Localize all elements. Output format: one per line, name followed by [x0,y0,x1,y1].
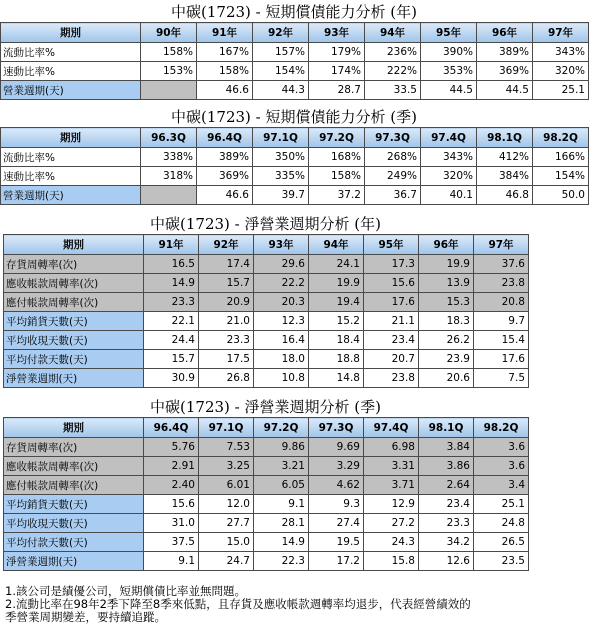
table-cell: 46.6 [197,81,253,100]
table-title: 中碳(1723) - 短期償債能力分析 (年) [171,3,417,21]
table-cell: 25.1 [474,495,529,514]
table-row [4,350,529,369]
row-label: 淨營業週期(天) [4,369,144,388]
section-short-term-annual [0,2,588,100]
table-cell: 222% [365,62,421,81]
table-cell: 23.3 [144,293,199,312]
table-cell: 33.5 [365,81,421,100]
table-cell: 23.4 [364,331,419,350]
table-cell: 158% [197,62,253,81]
table-cell: 3.21 [254,457,309,476]
table-cell: 158% [141,43,197,62]
table-cell: 16.4 [254,331,309,350]
table-cell: 9.69 [309,438,364,457]
header-cell: 96年 [477,23,533,43]
table-cell: 3.6 [474,438,529,457]
table-cell: 29.6 [254,255,309,274]
header-cell: 93年 [254,235,309,255]
table-cell: 23.5 [474,552,529,571]
header-cell: 97.3Q [309,418,364,438]
table-cell: 12.0 [199,495,254,514]
table-row [4,457,529,476]
table-cell: 24.4 [144,331,199,350]
table-cell: 12.6 [419,552,474,571]
table-cell: 2.91 [144,457,199,476]
table-cell: 318% [141,167,197,186]
row-label: 平均付款天數(天) [4,533,144,552]
table-title: 中碳(1723) - 短期償債能力分析 (季) [171,108,417,126]
table-cell: 25.1 [533,81,589,100]
table-header [1,23,589,43]
table-row [1,43,589,62]
table-cell: 4.62 [309,476,364,495]
table-cell: 390% [421,43,477,62]
header-cell: 95年 [364,235,419,255]
table-cell: 13.9 [419,274,474,293]
table-cell: 9.86 [254,438,309,457]
row-label: 營業週期(天) [1,81,141,100]
header-cell: 97.2Q [254,418,309,438]
table-cell: 23.3 [199,331,254,350]
table-row [4,274,529,293]
table-cell: 19.4 [309,293,364,312]
table-cell: 30.9 [144,369,199,388]
table-cell: 3.6 [474,457,529,476]
table-cell: 23.3 [419,514,474,533]
header-cell: 98.2Q [474,418,529,438]
table-cell: 18.4 [309,331,364,350]
table-cell: 27.7 [199,514,254,533]
table-cell: 343% [421,148,477,167]
table-cell: 338% [141,148,197,167]
short-term-solvency-annual-table [0,22,589,100]
table-row [4,331,529,350]
table-cell: 7.53 [199,438,254,457]
table-cell: 37.6 [474,255,529,274]
table-cell: 343% [533,43,589,62]
header-cell: 96.4Q [144,418,199,438]
table-cell: 166% [533,148,589,167]
header-cell: 期別 [4,418,144,438]
table-cell: 384% [477,167,533,186]
table-cell: 17.6 [474,350,529,369]
table-row [1,148,589,167]
header-cell: 98.1Q [477,128,533,148]
table-cell: 24.1 [309,255,364,274]
table-cell: 236% [365,43,421,62]
table-cell: 36.7 [365,186,421,205]
table-cell: 39.7 [253,186,309,205]
table-cell: 412% [477,148,533,167]
table-row [1,62,589,81]
table-cell: 158% [309,167,365,186]
row-label: 流動比率% [1,43,141,62]
table-cell: 27.4 [309,514,364,533]
table-cell: 154% [253,62,309,81]
analysis-notes [5,585,605,624]
table-cell: 26.2 [419,331,474,350]
table-row [1,167,589,186]
short-term-solvency-quarterly-table [0,127,589,205]
table-cell: 167% [197,43,253,62]
table-cell: 20.3 [254,293,309,312]
table-cell: 3.31 [364,457,419,476]
header-cell: 98.1Q [419,418,474,438]
table-cell: 46.6 [197,186,253,205]
table-cell: 6.01 [199,476,254,495]
table-cell: 44.5 [421,81,477,100]
row-label: 平均銷貨天數(天) [4,312,144,331]
table-cell: 3.4 [474,476,529,495]
table-row [4,369,529,388]
header-cell: 91年 [197,23,253,43]
header-cell: 期別 [4,235,144,255]
table-cell: 19.9 [419,255,474,274]
table-cell: 268% [365,148,421,167]
header-cell: 期別 [1,128,141,148]
table-cell: 18.8 [309,350,364,369]
table-cell: 17.4 [199,255,254,274]
table-cell: 389% [477,43,533,62]
table-cell: 26.8 [199,369,254,388]
table-cell: 3.71 [364,476,419,495]
table-cell: 15.7 [144,350,199,369]
row-label: 平均付款天數(天) [4,350,144,369]
table-title: 中碳(1723) - 淨營業週期分析 (年) [150,215,381,233]
table-cell: 34.2 [419,533,474,552]
table-cell: 17.5 [199,350,254,369]
header-cell: 93年 [309,23,365,43]
row-label: 營業週期(天) [1,186,141,205]
header-cell: 91年 [144,235,199,255]
table-row [1,186,589,205]
net-operating-cycle-quarterly-table [3,417,529,571]
table-cell: 7.5 [474,369,529,388]
row-label: 速動比率% [1,62,141,81]
section-net-cycle-annual [3,214,528,388]
table-cell: 369% [477,62,533,81]
table-cell: 20.7 [364,350,419,369]
table-cell: 23.8 [474,274,529,293]
row-label: 應付帳款周轉率(次) [4,476,144,495]
header-cell: 97年 [533,23,589,43]
table-cell: 21.1 [364,312,419,331]
table-row [4,533,529,552]
table-cell: 15.2 [309,312,364,331]
table-cell: 15.8 [364,552,419,571]
table-cell: 10.8 [254,369,309,388]
table-cell: 350% [253,148,309,167]
table-cell: 22.1 [144,312,199,331]
table-cell: 37.2 [309,186,365,205]
table-cell: 23.4 [419,495,474,514]
table-cell: 40.1 [421,186,477,205]
table-cell [141,81,197,100]
table-cell: 9.1 [254,495,309,514]
table-cell: 15.4 [474,331,529,350]
net-operating-cycle-annual-table [3,234,529,388]
table-cell: 369% [197,167,253,186]
row-label: 應收帳款周轉率(次) [4,274,144,293]
table-cell: 20.8 [474,293,529,312]
table-cell: 154% [533,167,589,186]
header-cell: 98.2Q [533,128,589,148]
table-cell: 23.8 [364,369,419,388]
header-cell: 97.1Q [253,128,309,148]
table-row [4,514,529,533]
header-cell: 97.1Q [199,418,254,438]
row-label: 平均收現天數(天) [4,331,144,350]
table-cell: 3.84 [419,438,474,457]
table-cell: 18.3 [419,312,474,331]
table-cell: 153% [141,62,197,81]
table-cell: 157% [253,43,309,62]
section-net-cycle-quarterly [3,397,528,571]
row-label: 速動比率% [1,167,141,186]
table-cell: 22.3 [254,552,309,571]
note-line: 2.流動比率在98年2季下降至8季來低點，且存貨及應收帳款週轉率均退步，代表經營績效的 [5,597,471,611]
table-cell: 12.9 [364,495,419,514]
table-cell: 28.1 [254,514,309,533]
table-row [1,81,589,100]
header-cell: 94年 [309,235,364,255]
table-cell: 44.3 [253,81,309,100]
table-header [1,128,589,148]
table-cell: 23.9 [419,350,474,369]
table-row [4,312,529,331]
table-cell: 19.9 [309,274,364,293]
table-cell: 28.7 [309,81,365,100]
table-cell: 6.05 [254,476,309,495]
table-cell: 14.9 [254,533,309,552]
header-cell: 92年 [253,23,309,43]
table-cell: 168% [309,148,365,167]
table-cell [141,186,197,205]
header-cell: 97.3Q [365,128,421,148]
table-cell: 20.6 [419,369,474,388]
table-cell: 174% [309,62,365,81]
table-cell: 320% [533,62,589,81]
table-cell: 335% [253,167,309,186]
table-cell: 22.2 [254,274,309,293]
table-cell: 14.8 [309,369,364,388]
header-cell: 90年 [141,23,197,43]
row-label: 應付帳款周轉率(次) [4,293,144,312]
table-cell: 31.0 [144,514,199,533]
table-title: 中碳(1723) - 淨營業週期分析 (季) [150,398,381,416]
table-row [4,438,529,457]
table-cell: 15.0 [199,533,254,552]
table-cell: 5.76 [144,438,199,457]
row-label: 平均收現天數(天) [4,514,144,533]
table-cell: 24.7 [199,552,254,571]
header-cell: 96年 [419,235,474,255]
row-label: 平均銷貨天數(天) [4,495,144,514]
table-cell: 12.3 [254,312,309,331]
table-cell: 3.25 [199,457,254,476]
header-cell: 94年 [365,23,421,43]
table-cell: 16.5 [144,255,199,274]
table-header [4,235,529,255]
row-label: 流動比率% [1,148,141,167]
table-cell: 389% [197,148,253,167]
row-label: 存貨周轉率(次) [4,255,144,274]
table-cell: 2.40 [144,476,199,495]
table-cell: 21.0 [199,312,254,331]
table-cell: 3.29 [309,457,364,476]
row-label: 應收帳款周轉率(次) [4,457,144,476]
table-cell: 15.7 [199,274,254,293]
table-row [4,293,529,312]
table-cell: 15.6 [364,274,419,293]
table-cell: 14.9 [144,274,199,293]
table-cell: 17.3 [364,255,419,274]
table-row [4,495,529,514]
table-cell: 50.0 [533,186,589,205]
header-cell: 97.4Q [364,418,419,438]
header-cell: 96.3Q [141,128,197,148]
table-cell: 20.9 [199,293,254,312]
table-cell: 6.98 [364,438,419,457]
table-cell: 9.1 [144,552,199,571]
table-cell: 15.3 [419,293,474,312]
table-cell: 24.8 [474,514,529,533]
table-row [4,552,529,571]
table-cell: 2.64 [419,476,474,495]
table-cell: 9.3 [309,495,364,514]
row-label: 淨營業週期(天) [4,552,144,571]
header-cell: 95年 [421,23,477,43]
table-cell: 179% [309,43,365,62]
table-cell: 15.6 [144,495,199,514]
header-cell: 期別 [1,23,141,43]
table-cell: 320% [421,167,477,186]
header-cell: 97年 [474,235,529,255]
table-cell: 24.3 [364,533,419,552]
table-cell: 353% [421,62,477,81]
header-cell: 97.4Q [421,128,477,148]
header-cell: 96.4Q [197,128,253,148]
table-cell: 9.7 [474,312,529,331]
table-cell: 3.86 [419,457,474,476]
table-row [4,476,529,495]
section-short-term-quarterly [0,107,588,205]
table-cell: 18.0 [254,350,309,369]
header-cell: 97.2Q [309,128,365,148]
table-cell: 17.6 [364,293,419,312]
table-cell: 37.5 [144,533,199,552]
table-cell: 27.2 [364,514,419,533]
table-cell: 46.8 [477,186,533,205]
note-line: 季營業周期變差，要持續追蹤。 [5,610,166,624]
header-cell: 92年 [199,235,254,255]
table-cell: 44.5 [477,81,533,100]
table-cell: 19.5 [309,533,364,552]
note-line: 1.該公司是績優公司，短期償債比率並無問題。 [5,584,246,598]
table-cell: 26.5 [474,533,529,552]
table-header [4,418,529,438]
table-cell: 249% [365,167,421,186]
table-row [4,255,529,274]
table-cell: 17.2 [309,552,364,571]
row-label: 存貨周轉率(次) [4,438,144,457]
